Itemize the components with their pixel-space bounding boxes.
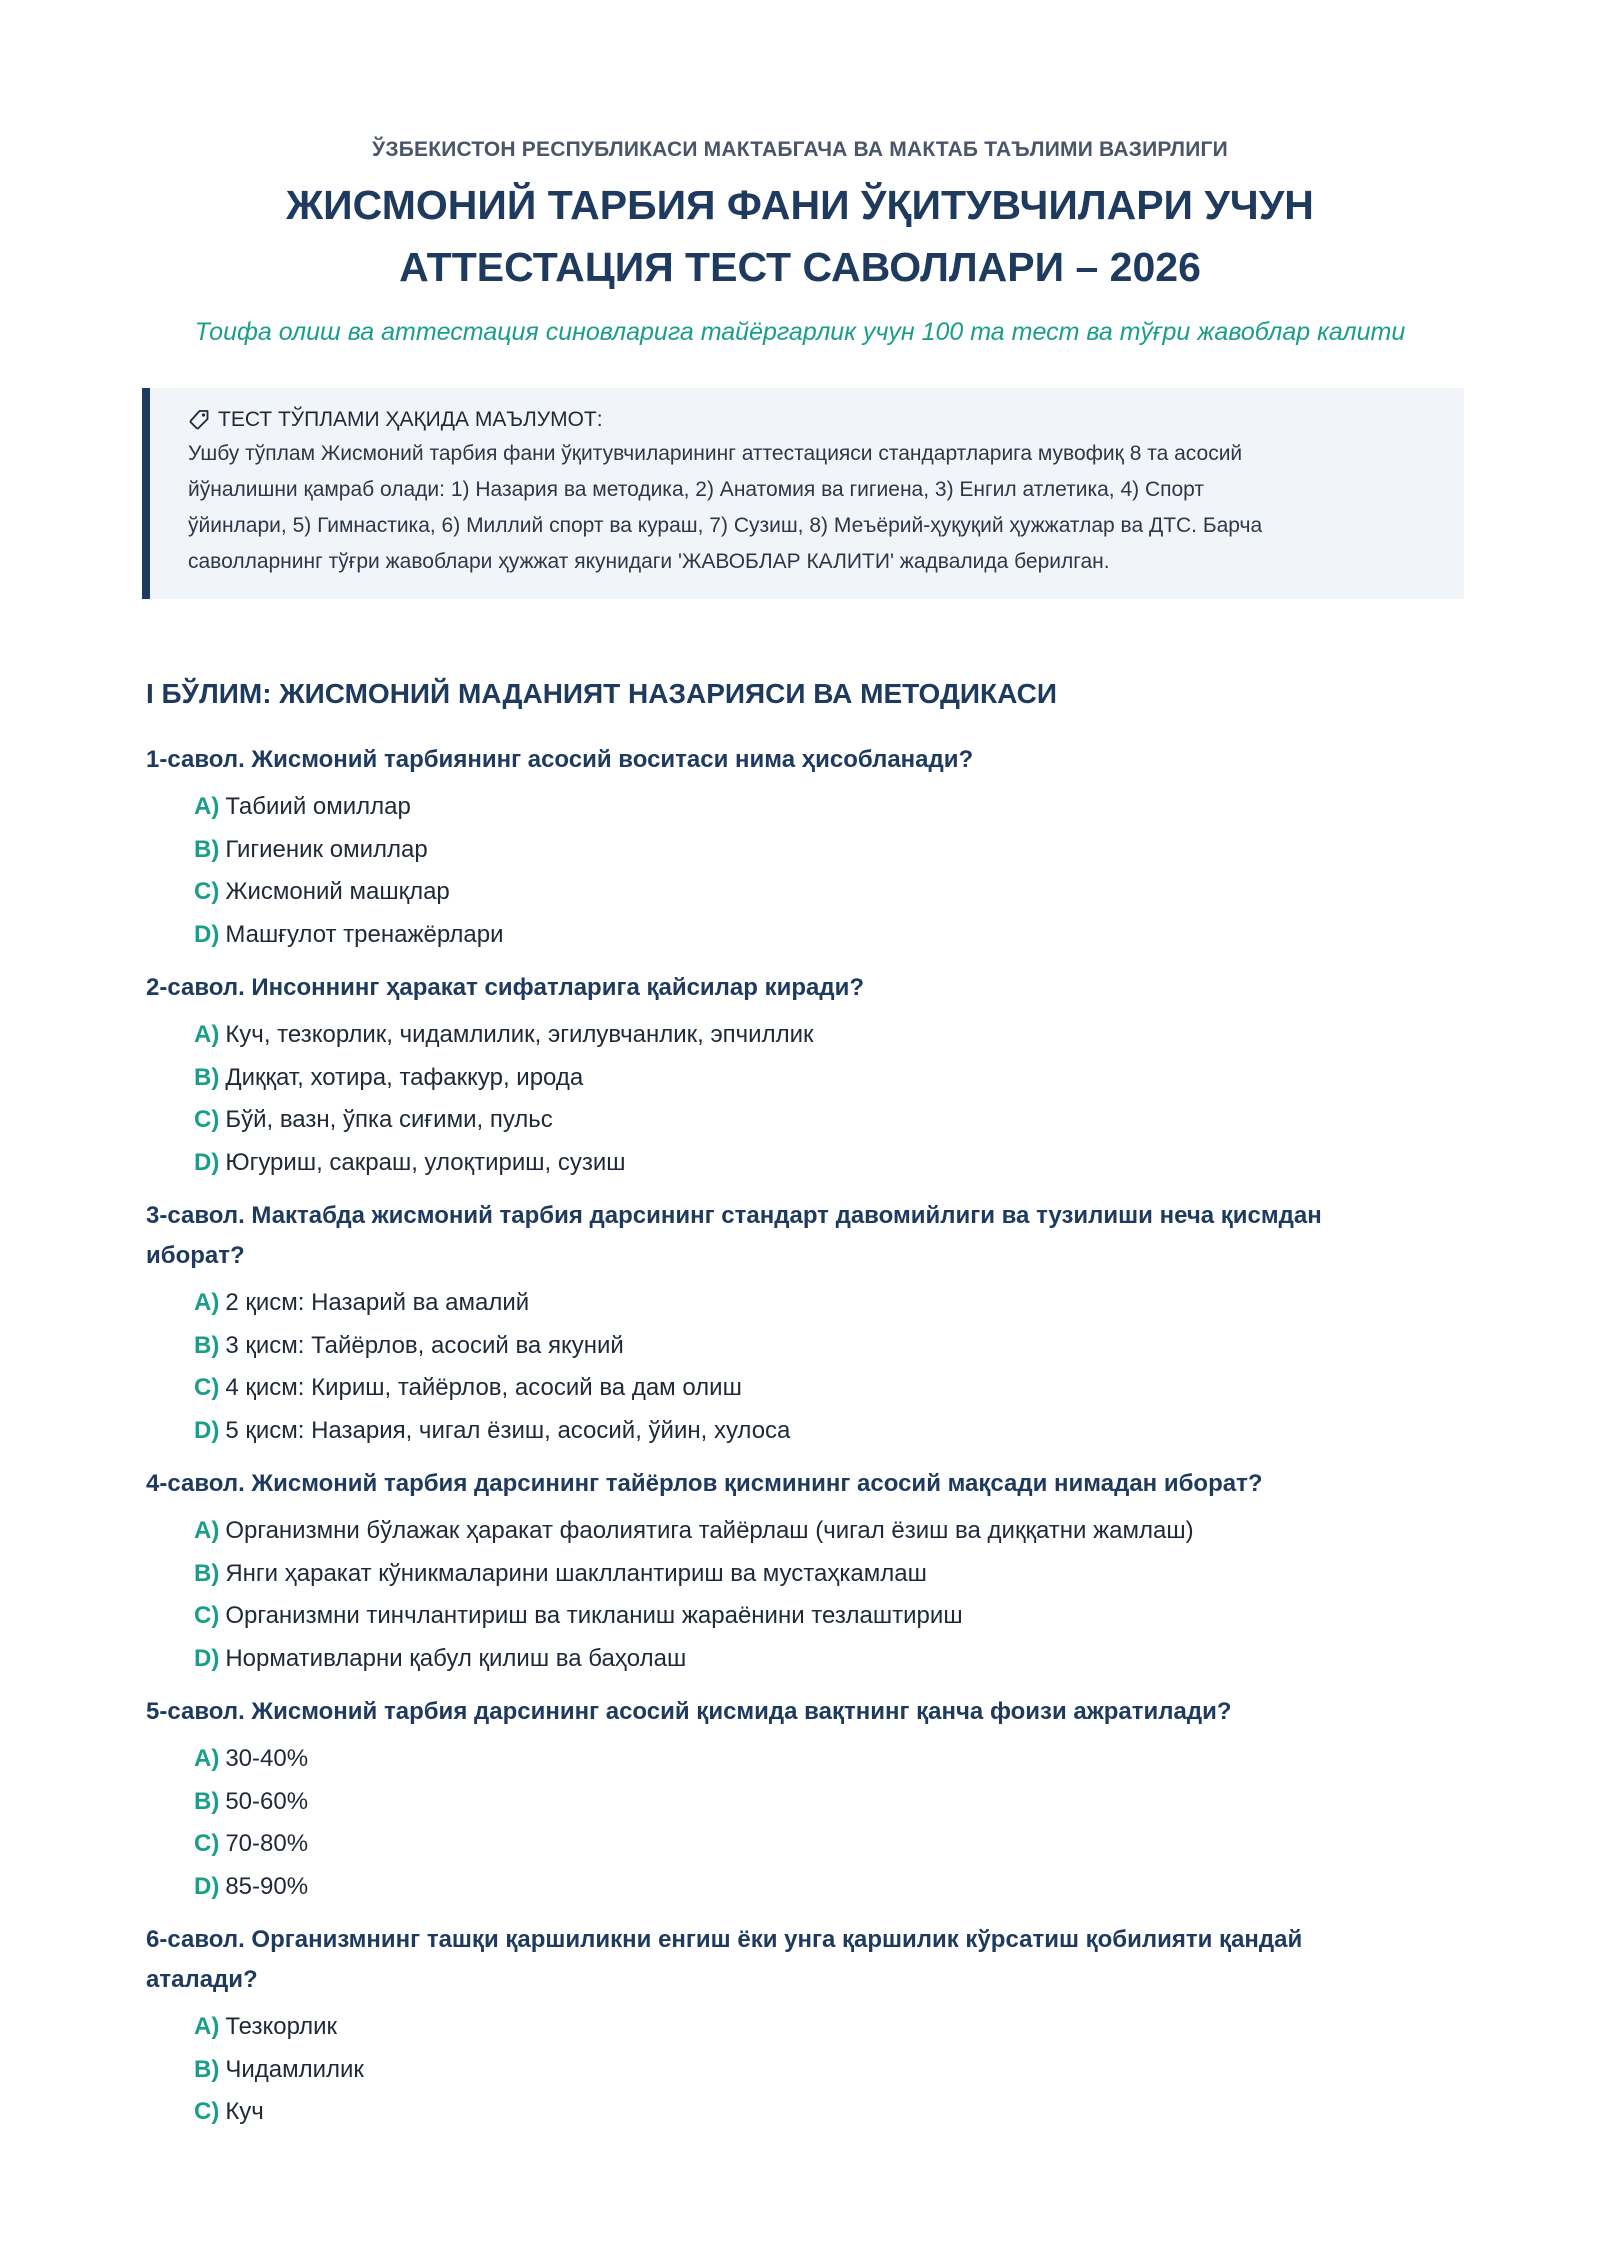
question-text [146,1692,1466,1732]
option-text: Машғулот тренажёрлари [225,920,504,948]
question-text [146,1920,1466,2000]
answer-option [194,1325,1466,1368]
answer-option [194,786,1466,829]
info-box-heading: ТЕСТ ТЎПЛАМИ ҲАҚИДА МАЪЛУМОТ: [218,408,603,431]
answer-options [146,1014,1466,1184]
option-text: 4 қисм: Кириш, тайёрлов, асосий ва дам олиш [225,1374,742,1401]
answer-option [194,1510,1466,1553]
option-letter: B) [194,1787,220,1815]
option-letter: D) [194,1872,220,1900]
answer-options [146,1510,1466,1680]
answer-option [194,1781,1466,1824]
answer-option [194,829,1466,872]
info-box-line: йўналишни қамраб олади: 1) Назария ва методика, 2) Анатомия ва гигиена, 3) Енгил атлетика, 4) Спорт [188,478,1205,501]
option-text: Югуриш, сакраш, улоқтириш, сузиш [225,1148,626,1176]
answer-option [194,1282,1466,1325]
option-text: 30-40% [225,1745,309,1772]
info-box-heading-row [188,404,1424,436]
question-text-line: 1-савол. Жисмоний тарбиянинг асосий воситаси нима ҳисобланади? [146,746,974,773]
answer-option [194,1866,1466,1909]
option-text: 5 қисм: Назария, чигал ёзиш, асосий, ўйин, хулоса [225,1416,791,1444]
question [146,1196,1466,1452]
question [146,740,1466,956]
question [146,1920,1466,2134]
document-title-line-2: АТТЕСТАЦИЯ ТЕСТ САВОЛЛАРИ – 2026 [399,244,1201,290]
option-letter: D) [194,920,220,948]
answer-option [194,1553,1466,1596]
answer-option [194,1099,1466,1142]
answer-option [194,1738,1466,1781]
answer-options [146,1738,1466,1908]
option-letter: A) [194,1289,220,1316]
question-text [146,968,1466,1008]
option-letter: C) [194,878,220,905]
question-text-line: иборат? [146,1242,245,1269]
question-text [146,1196,1466,1276]
option-text: 85-90% [225,1872,309,1900]
question-text-line: 3-савол. Мактабда жисмоний тарбия дарсининг стандарт давомийлиги ва тузилиши неча қисмдан [146,1202,1322,1229]
question-text-line: 2-савол. Инсоннинг ҳаракат сифатларига қайсилар киради? [146,974,865,1001]
option-letter: C) [194,1106,220,1133]
document-subtitle: Тоифа олиш ва аттестация синовларига тайёргарлик учун 100 та тест ва тўғри жавоблар калити [194,318,1406,346]
option-text: Куч, тезкорлик, чидамлилик, эгилувчанлик, эпчиллик [225,1021,814,1048]
option-letter: D) [194,1416,220,1444]
info-box-line: саволларнинг тўғри жавоблари ҳужжат якунидаги 'ЖАВОБЛАР КАЛИТИ' жадвалида берилган. [188,550,1110,573]
option-letter: B) [194,1063,220,1091]
ministry-name: ЎЗБЕКИСТОН РЕСПУБЛИКАСИ МАКТАБГАЧА ВА МАКТАБ ТАЪЛИМИ ВАЗИРЛИГИ [372,138,1228,161]
option-text: Диққат, хотира, тафаккур, ирода [225,1063,584,1091]
option-text: Нормативларни қабул қилиш ва баҳолаш [225,1644,687,1672]
section-title: I БЎЛИМ: ЖИСМОНИЙ МАДАНИЯТ НАЗАРИЯСИ ВА МЕТОДИКАСИ [146,678,1057,709]
answer-option [194,1823,1466,1866]
question-text-line: 6-савол. Организмнинг ташқи қаршиликни енгиш ёки унга қаршилик кўрсатиш қобилияти қандай [146,1926,1303,1953]
answer-option [194,2006,1466,2049]
question [146,1464,1466,1680]
info-box-text [188,436,1424,580]
option-letter: C) [194,1602,220,1629]
option-letter: B) [194,835,220,863]
option-letter: A) [194,793,220,820]
option-letter: A) [194,2013,220,2040]
answer-option [194,1057,1466,1100]
question [146,1692,1466,1908]
info-box-line: Ушбу тўплам Жисмоний тарбия фани ўқитувчиларининг аттестацияси стандартларига мувофиқ 8 та асосий [188,442,1243,465]
document-title-line-1: ЖИСМОНИЙ ТАРБИЯ ФАНИ ЎҚИТУВЧИЛАРИ УЧУН [286,182,1314,228]
option-letter: D) [194,1148,220,1176]
question-text-line: аталади? [146,1966,258,1993]
answer-option [194,2049,1466,2092]
option-letter: B) [194,1331,220,1359]
question-text-line: 5-савол. Жисмоний тарбия дарсининг асосий қисмида вақтнинг қанча фоизи ажратилади? [146,1698,1232,1725]
info-box-line: ўйинлари, 5) Гимнастика, 6) Миллий спорт ва кураш, 7) Сузиш, 8) Меъёрий-ҳуқуқий ҳужжатлар ва ДТС. Барча [188,514,1263,537]
option-text: Тезкорлик [225,2013,338,2040]
answer-option [194,1410,1466,1453]
option-letter: C) [194,1830,220,1857]
option-text: 2 қисм: Назарий ва амалий [225,1289,530,1316]
option-text: Янги ҳаракат кўникмаларини шакллантириш ва мустаҳкамлаш [225,1559,927,1587]
answer-option [194,1142,1466,1185]
answer-option [194,2091,1466,2134]
option-letter: C) [194,1374,220,1401]
option-text: Гигиеник омиллар [225,835,428,863]
option-text: Куч [225,2098,264,2125]
question-text [146,740,1466,780]
option-letter: A) [194,1517,220,1544]
option-text: Табиий омиллар [225,793,411,820]
option-text: Организмни тинчлантириш ва тикланиш жараёнини тезлаштириш [225,1602,963,1629]
option-letter: D) [194,1644,220,1672]
option-letter: B) [194,1559,220,1587]
option-text: Организмни бўлажак ҳаракат фаолиятига тайёрлаш (чигал ёзиш ва диққатни жамлаш) [225,1517,1194,1544]
answer-option [194,1595,1466,1638]
answer-option [194,1638,1466,1681]
answer-option [194,914,1466,957]
answer-option [194,1014,1466,1057]
question-text-line: 4-савол. Жисмоний тарбия дарсининг тайёрлов қисмининг асосий мақсади нимадан иборат? [146,1470,1263,1497]
answer-option [194,871,1466,914]
option-letter: A) [194,1021,220,1048]
answer-options [146,786,1466,956]
option-letter: C) [194,2098,220,2125]
info-box [142,388,1464,599]
tag-icon [188,409,210,431]
option-text: 70-80% [225,1830,309,1857]
document-header [0,138,1600,347]
option-text: Жисмоний машқлар [225,878,450,905]
questions-list [146,740,1466,2146]
option-text: 50-60% [225,1787,309,1815]
question-text [146,1464,1466,1504]
option-letter: A) [194,1745,220,1772]
answer-option [194,1367,1466,1410]
answer-options [146,2006,1466,2134]
option-letter: B) [194,2055,220,2083]
option-text: Чидамлилик [225,2055,364,2083]
question [146,968,1466,1184]
option-text: 3 қисм: Тайёрлов, асосий ва якуний [225,1331,624,1359]
answer-options [146,1282,1466,1452]
option-text: Бўй, вазн, ўпка сиғими, пульс [225,1106,553,1133]
